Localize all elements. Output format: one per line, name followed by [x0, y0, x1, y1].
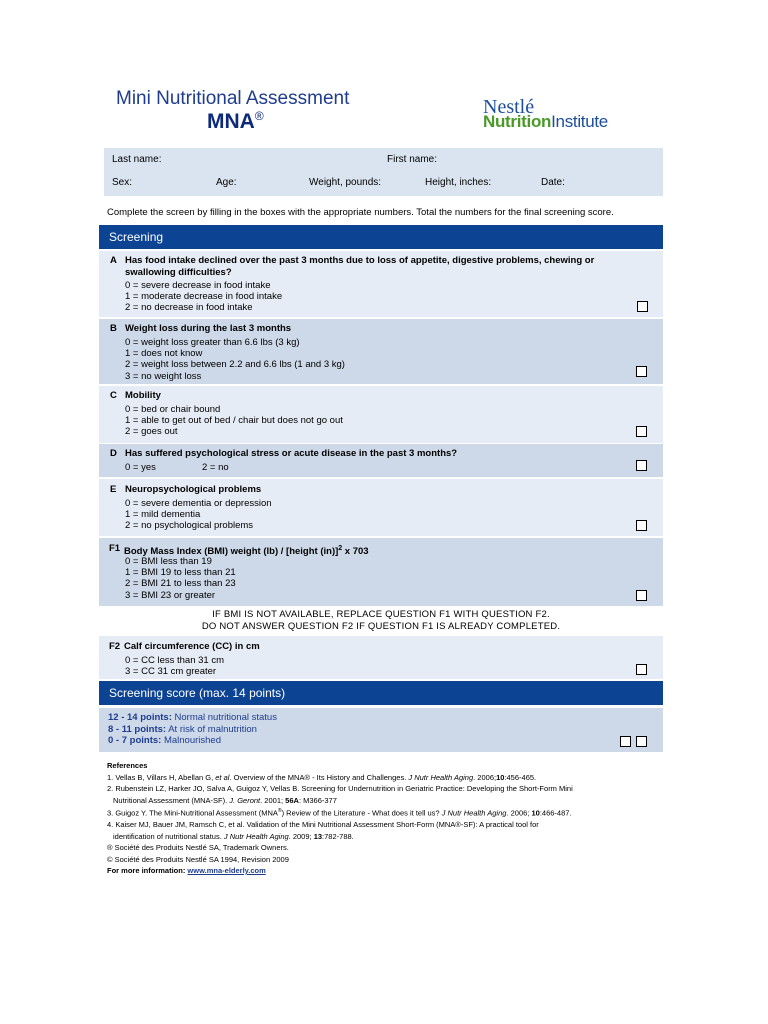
option: 2 = BMI 21 to less than 23 — [125, 578, 236, 590]
bmi-note-line: DO NOT ANSWER QUESTION F2 IF QUESTION F1 IS ALREADY COMPLETED. — [201, 621, 561, 632]
question-options — [125, 280, 282, 314]
question-options — [125, 556, 236, 601]
option: 0 = CC less than 31 cm — [125, 655, 225, 666]
question-d — [99, 444, 663, 477]
references — [107, 760, 627, 877]
trademark-notice: ® Société des Produits Nestlé SA, Trademark Owners. — [107, 843, 289, 852]
form-subtitle: MNA® — [207, 109, 264, 133]
answer-box[interactable] — [636, 664, 647, 675]
option: 0 = bed or chair bound — [125, 404, 221, 415]
age-field[interactable]: Age: — [216, 177, 237, 188]
last-name-field[interactable]: Last name: — [112, 154, 162, 165]
question-letter: A — [110, 255, 117, 266]
option: 0 = severe decrease in food intake — [125, 280, 271, 291]
question-letter: D — [110, 448, 117, 459]
question-text: Weight loss during the last 3 months — [125, 323, 292, 334]
question-options — [125, 655, 224, 677]
question-text: Has suffered psychological stress or acute disease in the past 3 months? — [125, 448, 458, 459]
question-text: Calf circumference (CC) in cm — [124, 641, 260, 652]
score-panel — [99, 708, 663, 752]
option: 3 = no weight loss — [125, 370, 202, 382]
option: 2 = goes out — [125, 426, 178, 438]
option: 1 = BMI 19 to less than 21 — [125, 567, 236, 579]
reference-2: 2. Rubenstein LZ, Harker JO, Salva A, Guigoz Y, Vellas B. Screening for Undernutrition in Geriatric Practice: Developing the Short-Form Mini — [107, 784, 573, 793]
answer-box[interactable] — [636, 366, 647, 377]
option: 1 = able to get out of bed / chair but does not go out — [125, 415, 343, 427]
bmi-note — [99, 609, 663, 633]
nutrition-institute-logo: NutritionInstitute — [483, 112, 608, 131]
instructions: Complete the screen by filling in the boxes with the appropriate numbers. Total the numbers for the final screening score. — [107, 207, 614, 218]
question-b — [99, 319, 663, 384]
score-row: 0 - 7 points: Malnourished — [108, 735, 221, 746]
more-info: For more information: www.mna-elderly.com — [107, 866, 266, 875]
question-letter: F1 — [109, 543, 121, 554]
reference-3: 3. Guigoz Y. The Mini-Nutritional Assessment (MNA®) Review of the Literature - What does it tell us? J Nutr Health Aging. 2006; 10:466-487. — [107, 808, 572, 818]
answer-box[interactable] — [636, 590, 647, 601]
option: 0 = severe dementia or depression — [125, 498, 272, 509]
option: 3 = CC 31 cm greater — [125, 666, 217, 678]
date-field[interactable]: Date: — [541, 177, 565, 188]
question-e — [99, 479, 663, 536]
question-text: Mobility — [125, 390, 161, 401]
question-f1 — [99, 538, 663, 606]
option: 0 = BMI less than 19 — [125, 556, 212, 567]
question-options — [125, 404, 343, 438]
option: 1 = moderate decrease in food intake — [125, 291, 283, 303]
option: 2 = no — [202, 462, 229, 473]
option: 1 = mild dementia — [125, 509, 201, 521]
answer-box[interactable] — [636, 426, 647, 437]
mna-website-link[interactable]: www.mna-elderly.com — [187, 866, 266, 875]
form-title: Mini Nutritional Assessment — [116, 88, 350, 109]
option: 3 = BMI 23 or greater — [125, 589, 216, 601]
score-units-box[interactable] — [636, 736, 647, 747]
question-letter: F2 — [109, 641, 121, 652]
option: 0 = yes — [125, 462, 156, 473]
question-letter: C — [110, 390, 117, 401]
height-field[interactable]: Height, inches: — [425, 177, 492, 188]
references-heading: References — [107, 761, 148, 770]
answer-box[interactable] — [636, 520, 647, 531]
answer-box[interactable] — [637, 301, 648, 312]
option: 2 = weight loss between 2.2 and 6.6 lbs (1 and 3 kg) — [125, 359, 345, 371]
bmi-note-line: IF BMI IS NOT AVAILABLE, REPLACE QUESTION F1 WITH QUESTION F2. — [212, 609, 550, 620]
question-letter: B — [110, 323, 117, 334]
question-options — [125, 337, 345, 382]
first-name-field[interactable]: First name: — [387, 154, 438, 165]
score-row: 12 - 14 points: Normal nutritional status — [108, 712, 277, 723]
nestle-logo: Nestlé — [483, 96, 535, 118]
score-header: Screening score (max. 14 points) — [99, 681, 663, 705]
sex-field[interactable]: Sex: — [112, 177, 133, 188]
reference-1: 1. Vellas B, Villars H, Abellan G, et al. Overview of the MNA® - Its History and Challenges. J Nutr Health Aging. 2006;10:456-465. — [107, 772, 537, 782]
weight-field[interactable]: Weight, pounds: — [309, 177, 382, 188]
option: 1 = does not know — [125, 348, 203, 360]
question-text: Has food intake declined over the past 3 months due to loss of appetite, digestive problems, chewing or swallowing difficulties? — [125, 255, 595, 278]
question-text: Neuropsychological problems — [125, 484, 262, 495]
option: 2 = no decrease in food intake — [125, 302, 253, 314]
question-options — [125, 498, 272, 532]
question-c — [99, 386, 663, 443]
copyright-notice: © Société des Produits Nestlé SA 1994, Revision 2009 — [107, 854, 289, 864]
question-letter: E — [110, 484, 117, 495]
reference-4-cont: identification of nutritional status. J Nutr Health Aging. 2009; 13:782-788. — [113, 831, 354, 841]
answer-box[interactable] — [636, 460, 647, 471]
reference-2-cont: Nutritional Assessment (MNA-SF). J. Geront. 2001; 56A: M366-377 — [113, 795, 337, 805]
option: 2 = no psychological problems — [125, 520, 254, 532]
question-a — [99, 251, 663, 317]
option: 0 = weight loss greater than 6.6 lbs (3 kg) — [125, 337, 300, 348]
score-tens-box[interactable] — [620, 736, 631, 747]
patient-info-panel — [104, 148, 663, 196]
score-row: 8 - 11 points: At risk of malnutrition — [108, 723, 257, 735]
question-f2 — [99, 636, 663, 679]
question-text: Body Mass Index (BMI) weight (lb) / [height (in)]$^2$ x 703 — [124, 545, 369, 558]
screening-header: Screening — [99, 225, 663, 249]
reference-4: 4. Kaiser MJ, Bauer JM, Ramsch C, et al. Validation of the Mini Nutritional Assessment Short-Form (MNA®-SF): A practical tool for — [107, 820, 539, 829]
